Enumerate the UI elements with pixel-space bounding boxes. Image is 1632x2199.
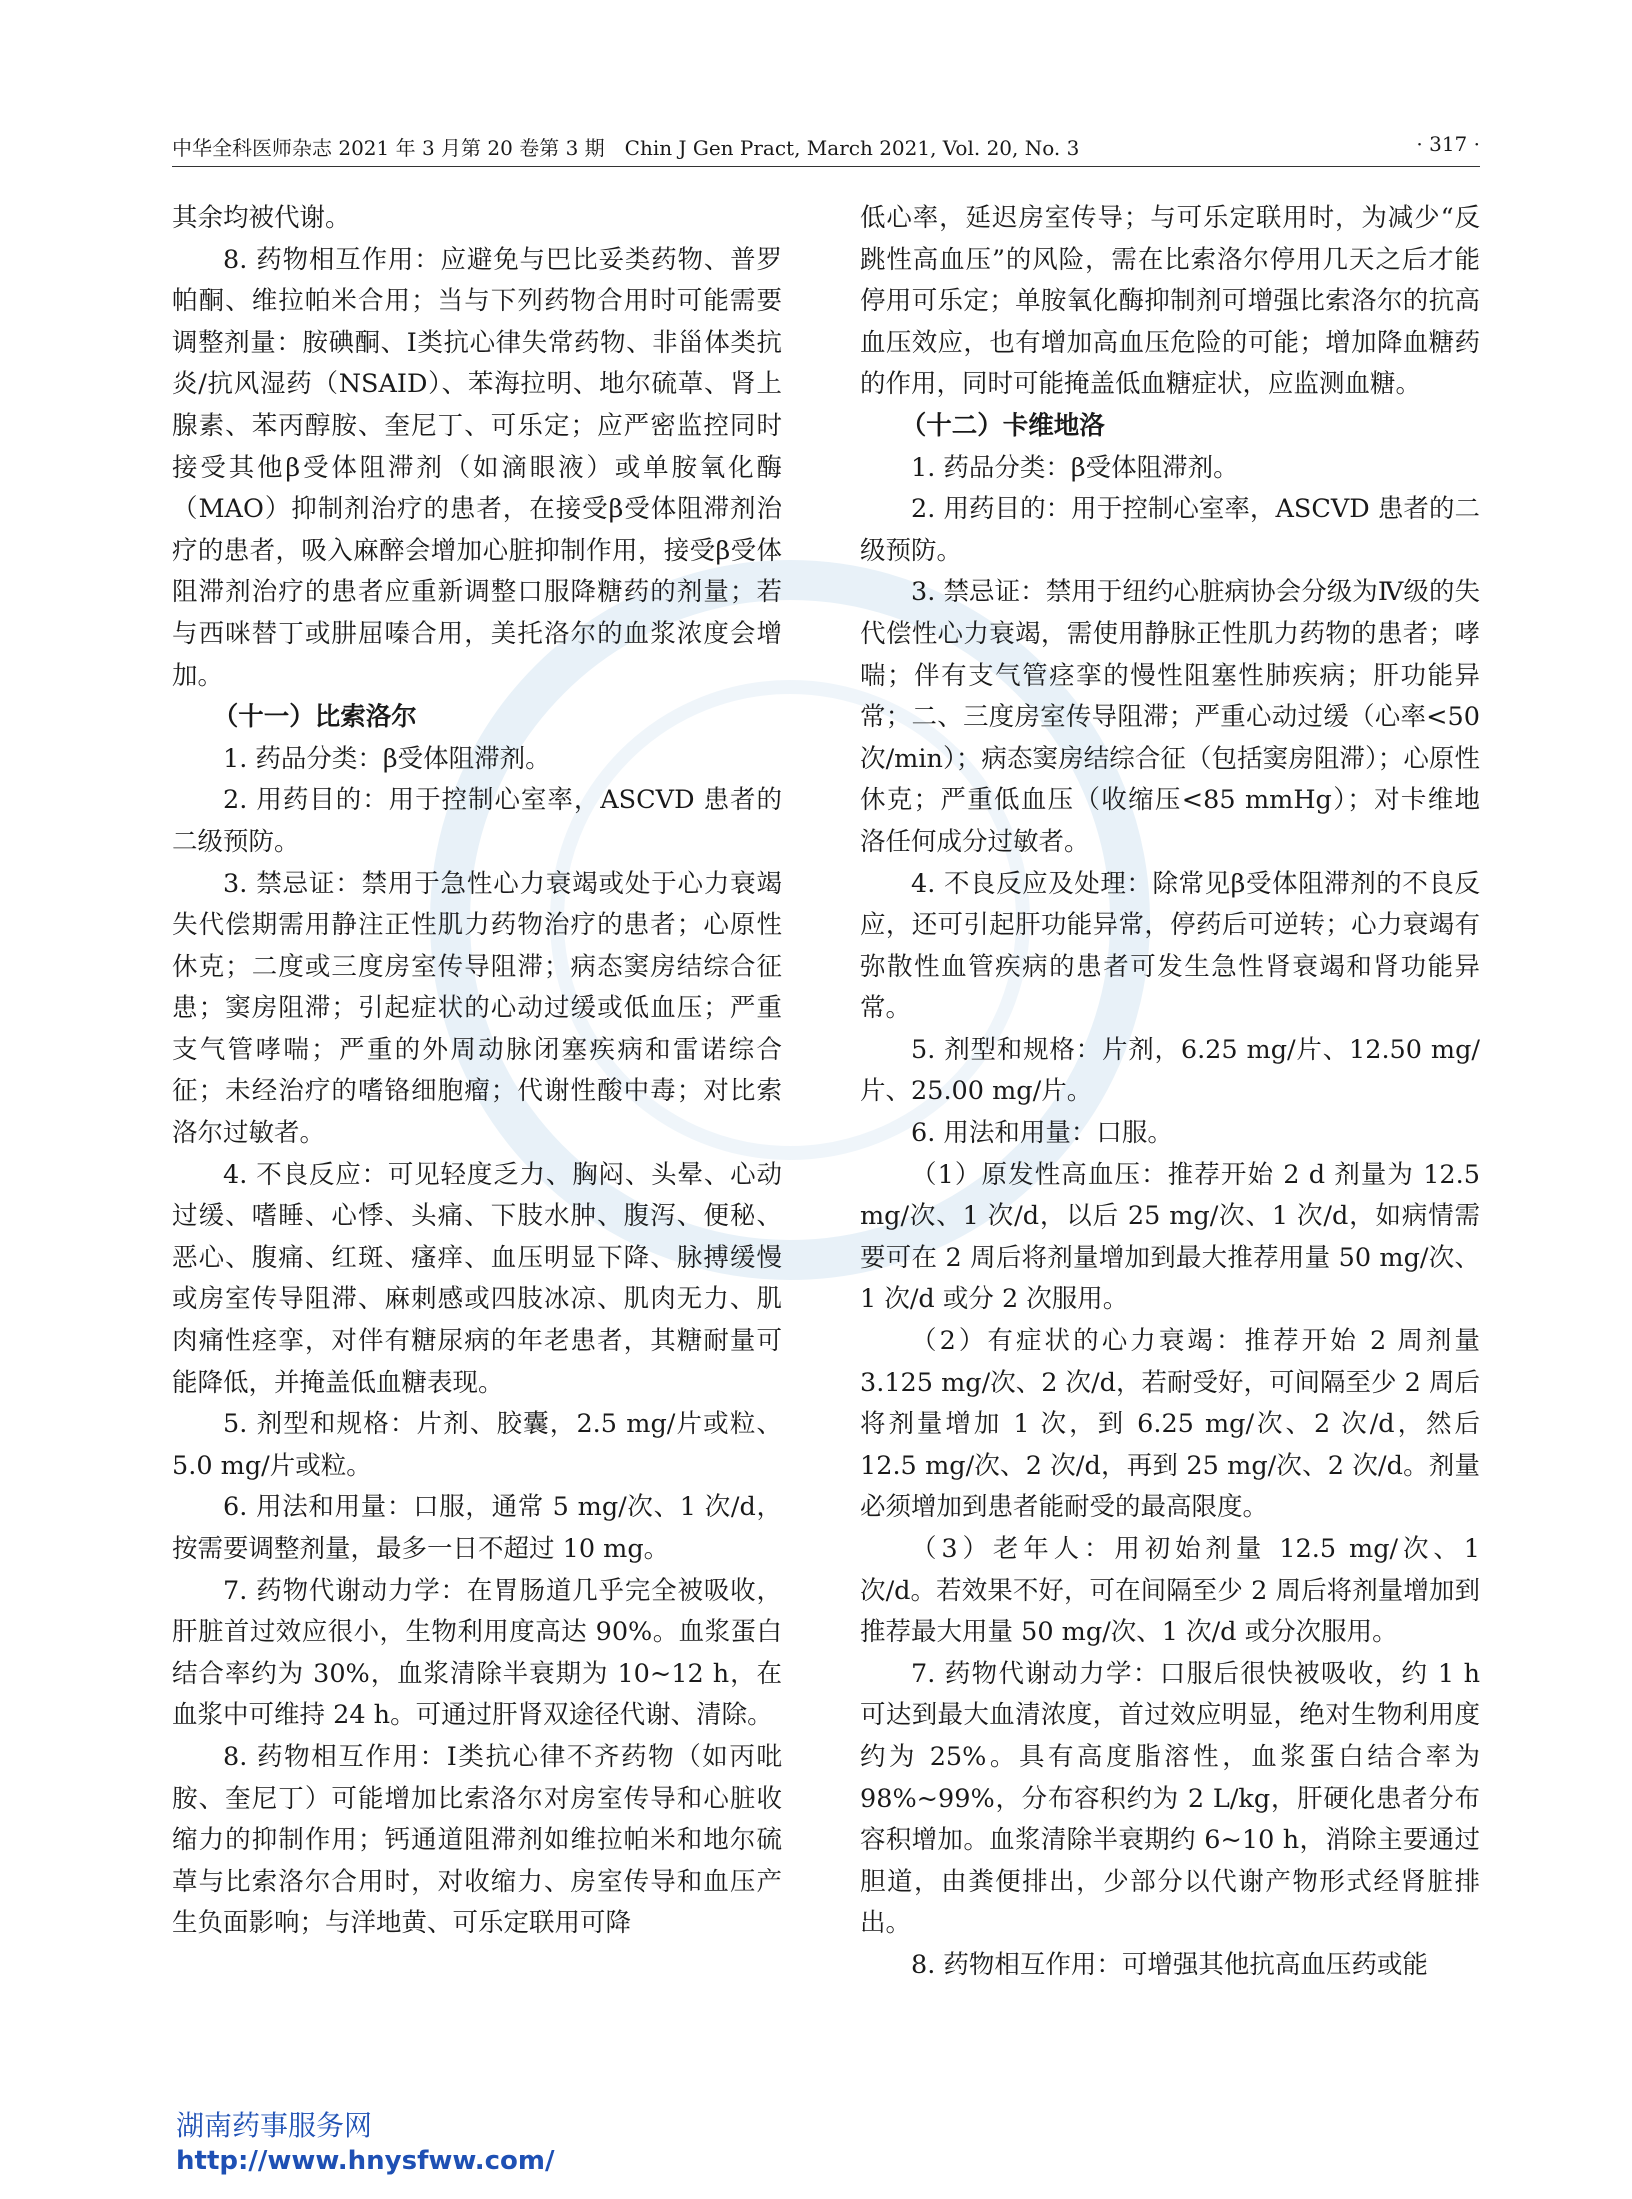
- footer-watermark: [176, 2108, 555, 2178]
- footer-site-url[interactable]: http://www.hnysfww.com/: [176, 2146, 555, 2176]
- paragraph: 6. 用法和用量：口服，通常 5 mg/次、1 次/d，按需要调整剂量，最多一日不超过 10 mg。: [172, 1492, 782, 1564]
- paragraph: （3）老年人：用初始剂量 12.5 mg/次、1 次/d。若效果不好，可在间隔至少 2 周后将剂量增加到推荐最大用量 50 mg/次、1 次/d 或分次服用。: [860, 1534, 1480, 1648]
- paragraph: 1. 药品分类：β受体阻滞剂。: [911, 452, 1239, 483]
- paragraph: 4. 不良反应：可见轻度乏力、胸闷、头晕、心动过缓、嗜睡、心悸、头痛、下肢水肿、腹泻、便秘、恶心、腹痛、红斑、瘙痒、血压明显下降、脉搏缓慢或房室传导阻滞、麻刺感或四肢冰凉、肌肉无力、肌肉痛性痉挛，对伴有糖尿病的年老患者，其糖耐量可能降低，并掩盖低血糖表现。: [172, 1159, 782, 1398]
- paragraph: 8. 药物相互作用：应避免与巴比妥类药物、普罗帕酮、维拉帕米合用；当与下列药物合用时可能需要调整剂量：胺碘酮、Ⅰ类抗心律失常药物、非甾体类抗炎/抗风湿药（NSAID）、苯海拉明、地尔硫䓬、肾上腺素、苯丙醇胺、奎尼丁、可乐定；应严密监控同时接受其他β受体阻滞剂（如滴眼液）或单胺氧化酶（MAO）抑制剂治疗的患者，在接受β受体阻滞剂治疗的患者，吸入麻醉会增加心脏抑制作用，接受β受体阻滞剂治疗的患者应重新调整口服降糖药的剂量；若与西咪替丁或肼屈嗪合用，美托洛尔的血浆浓度会增加。: [172, 244, 782, 691]
- footer-site-name: 湖南药事服务网: [176, 2109, 373, 2142]
- paragraph: 8. 药物相互作用：Ⅰ类抗心律不齐药物（如丙吡胺、奎尼丁）可能增加比索洛尔对房室传导和心脏收缩力的抑制作用；钙通道阻滞剂如维拉帕米和地尔硫䓬与比索洛尔合用时，对收缩力、房室传导和血压产生负面影响；与洋地黄、可乐定联用可降: [172, 1741, 782, 1939]
- paragraph: 7. 药物代谢动力学：在胃肠道几乎完全被吸收，肝脏首过效应很小，生物利用度高达 90%。血浆蛋白结合率约为 30%，血浆清除半衰期为 10~12 h，在血浆中可维持 24 h。可通过肝肾双途径代谢、清除。: [172, 1575, 782, 1731]
- paragraph: 2. 用药目的：用于控制心室率，ASCVD 患者的二级预防。: [860, 494, 1480, 566]
- paragraph: 5. 剂型和规格：片剂、胶囊，2.5 mg/片或粒、5.0 mg/片或粒。: [172, 1409, 782, 1481]
- paragraph: 3. 禁忌证：禁用于纽约心脏病协会分级为Ⅳ级的失代偿性心力衰竭，需使用静脉正性肌力药物的患者；哮喘；伴有支气管痉挛的慢性阻塞性肺疾病；肝功能异常；二、三度房室传导阻滞；严重心动过缓（心率<50 次/min）；病态窦房结综合征（包括窦房阻滞）；心原性休克；严重低血压（收缩压<85 mmHg）；对卡维地洛任何成分过敏者。: [860, 577, 1480, 857]
- paragraph: 4. 不良反应及处理：除常见β受体阻滞剂的不良反应，还可引起肝功能异常，停药后可逆转；心力衰竭有弥散性血管疾病的患者可发生急性肾衰竭和肾功能异常。: [860, 868, 1480, 1024]
- left-column: [172, 198, 782, 1945]
- paragraph: 7. 药物代谢动力学：口服后很快被吸收，约 1 h 可达到最大血清浓度，首过效应明显，绝对生物利用度约为 25%。具有高度脂溶性，血浆蛋白结合率为 98%~99%，分布容积约为 2 L/kg，肝硬化患者分布容积增加。血浆清除半衰期约 6~10 h，消除主要通过胆道，由粪便排出，少部分以代谢产物形式经肾脏排出。: [860, 1658, 1480, 1939]
- paragraph: （2）有症状的心力衰竭：推荐开始 2 周剂量 3.125 mg/次、2 次/d，若耐受好，可间隔至少 2 周后将剂量增加 1 次，到 6.25 mg/次、2 次/d，然后 12.5 mg/次、2 次/d，再到 25 mg/次、2 次/d。剂量必须增加到患者能耐受的最高限度。: [860, 1326, 1480, 1523]
- paragraph: 其余均被代谢。: [172, 203, 351, 233]
- right-column: [860, 198, 1480, 1987]
- section-heading: （十一）比索洛尔: [212, 702, 417, 733]
- paragraph: 1. 药品分类：β受体阻滞剂。: [223, 743, 551, 774]
- page-header: [172, 132, 1480, 168]
- paragraph: 低心率，延迟房室传导；与可乐定联用时，为减少“反跳性高血压”的风险，需在比索洛尔停用几天之后才能停用可乐定；单胺氧化酶抑制剂可增强比索洛尔的抗高血压效应，也有增加高血压危险的可能；增加降血糖药的作用，同时可能掩盖低血糖症状，应监测血糖。: [860, 203, 1480, 400]
- paragraph: （1）原发性高血压：推荐开始 2 d 剂量为 12.5 mg/次、1 次/d，以后 25 mg/次、1 次/d，如病情需要可在 2 周后将剂量增加到最大推荐用量 50 mg/次、1 次/d 或分 2 次服用。: [860, 1159, 1480, 1315]
- section-heading: （十二）卡维地洛: [900, 410, 1105, 441]
- paragraph: 5. 剂型和规格：片剂，6.25 mg/片、12.50 mg/片、25.00 mg/片。: [860, 1034, 1480, 1107]
- page-number: · 317 ·: [1416, 132, 1480, 156]
- journal-citation: 中华全科医师杂志 2021 年 3 月第 20 卷第 3 期 Chin J Gen Pract, March 2021, Vol. 20, No. 3: [172, 136, 1080, 160]
- paragraph: 2. 用药目的：用于控制心室率，ASCVD 患者的二级预防。: [172, 785, 782, 857]
- paragraph: 3. 禁忌证：禁用于急性心力衰竭或处于心力衰竭失代偿期需用静注正性肌力药物治疗的患者；心原性休克；二度或三度房室传导阻滞；病态窦房结综合征患；窦房阻滞；引起症状的心动过缓或低血压；严重支气管哮喘；严重的外周动脉闭塞疾病和雷诺综合征；未经治疗的嗜铬细胞瘤；代谢性酸中毒；对比索洛尔过敏者。: [172, 868, 782, 1149]
- paragraph: 8. 药物相互作用：可增强其他抗高血压药或能: [911, 1949, 1428, 1980]
- header-divider: [172, 166, 1480, 167]
- paragraph: 6. 用法和用量：口服。: [911, 1118, 1173, 1149]
